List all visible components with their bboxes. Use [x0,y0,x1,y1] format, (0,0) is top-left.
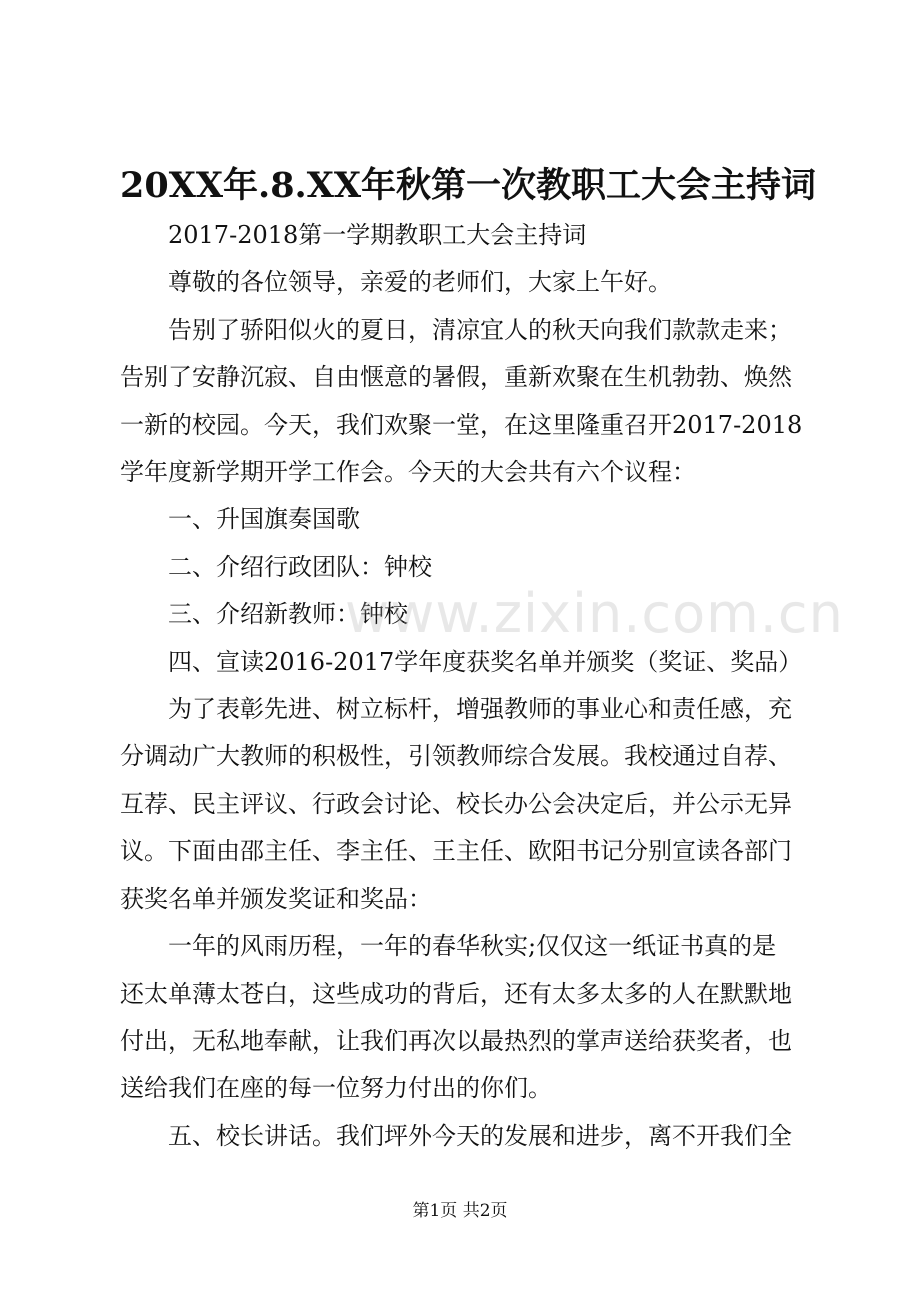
text-line: 一新的校园。今天，我们欢聚一堂，在这里隆重召开2017-2018 [120,410,803,439]
text-line: 还太单薄太苍白，这些成功的背后，还有太多太多的人在默默地 [120,979,792,1008]
text-line: 一、升国旗奏国歌 [168,505,360,534]
text-line: 2017-2018第一学期教职工大会主持词 [168,221,587,249]
paragraph-opening [120,307,803,497]
text-line: 获奖名单并颁发奖证和奖品： [120,884,432,913]
text-line: 为了表彰先进、树立标杆，增强教师的事业心和责任感，充 [168,695,792,724]
text-line: 二、介绍行政团队：钟校 [168,552,432,581]
agenda-item-5 [120,1113,803,1160]
agenda-item-4 [120,639,803,686]
paragraph-thanks [120,923,803,1113]
document-title: 20XX年.8.XX年秋第一次教职工大会主持词 [120,165,817,206]
text-line: 四、宣读2016-2017学年度获奖名单并颁奖（奖证、奖品） [168,647,803,676]
text-line: 议。下面由邵主任、李主任、王主任、欧阳书记分别宣读各部门 [120,837,792,866]
text-line: 互荐、民主评议、行政会讨论、校长办公会决定后，并公示无异 [120,789,792,818]
page-footer: 第1页 共2页 [412,1201,508,1221]
agenda-item-3 [120,591,803,638]
text-line: 三、介绍新教师：钟校 [168,600,408,629]
text-line: 一年的风雨历程，一年的春华秋实;仅仅这一纸证书真的是 [168,932,777,961]
text-line: 告别了骄阳似火的夏日，清凉宜人的秋天向我们款款走来； [168,315,792,344]
paragraph-awards [120,686,803,923]
text-line: 送给我们在座的每一位努力付出的你们。 [120,1074,552,1103]
text-line: 五、校长讲话。我们坪外今天的发展和进步，离不开我们全 [168,1121,792,1150]
agenda-item-2 [120,544,803,591]
text-line: 学年度新学期开学工作会。今天的大会共有六个议程： [120,458,696,487]
document-body [120,212,803,1160]
paragraph-subtitle [120,212,803,259]
text-line: 付出，无私地奉献，让我们再次以最热烈的掌声送给获奖者，也 [120,1026,792,1055]
text-line: 告别了安静沉寂、自由惬意的暑假，重新欢聚在生机勃勃、焕然 [120,363,792,392]
agenda-item-1 [120,496,803,543]
text-line: 分调动广大教师的积极性，引领教师综合发展。我校通过自荐、 [120,742,792,771]
watermark: www.zixin.com.cn [345,582,844,645]
paragraph-greeting [120,259,803,306]
text-line: 尊敬的各位领导，亲爱的老师们，大家上午好。 [168,268,672,297]
